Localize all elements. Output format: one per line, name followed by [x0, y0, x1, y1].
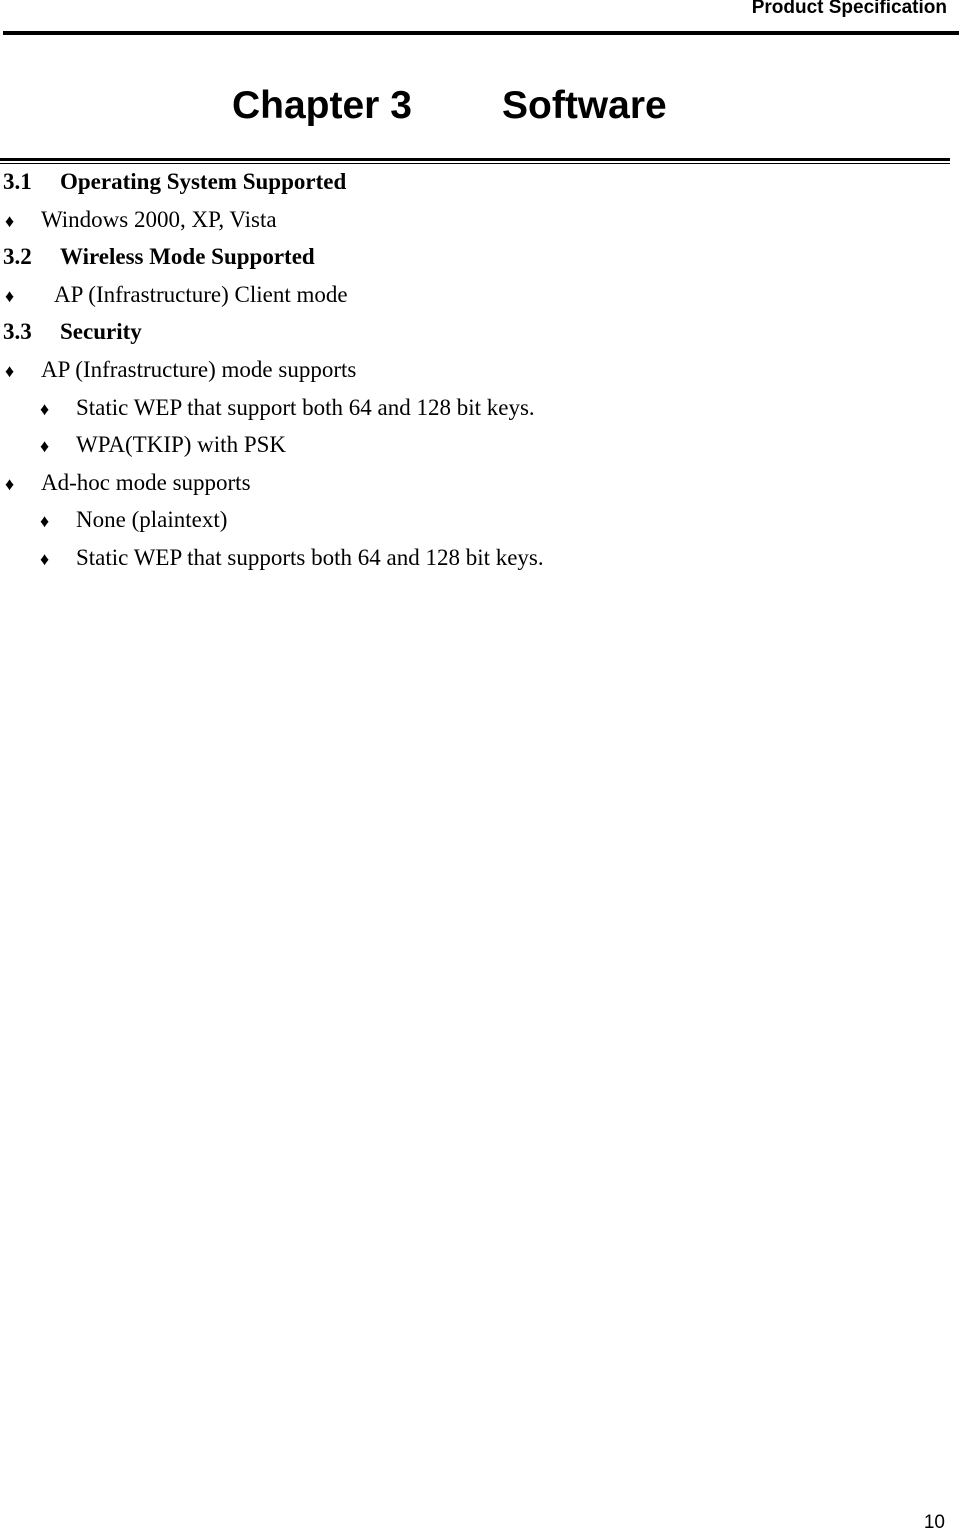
diamond-bullet-icon: ♦	[5, 361, 15, 381]
header-divider	[3, 31, 959, 35]
list-item-ap-supports: AP (Infrastructure) mode supports	[41, 357, 357, 382]
list-item-ap-wpa: WPA(TKIP) with PSK	[76, 432, 287, 457]
diamond-bullet-icon: ♦	[5, 286, 15, 306]
diamond-bullet-icon: ♦	[40, 511, 50, 531]
header-title: Product Specification	[751, 0, 947, 18]
list-item-adhoc-wep: Static WEP that supports both 64 and 128 bit keys.	[76, 545, 544, 570]
section-title: Security	[60, 319, 142, 344]
section-number: 3.3	[3, 319, 32, 344]
page-number: 10	[923, 1512, 945, 1533]
chapter-heading	[232, 84, 667, 128]
diamond-bullet-icon: ♦	[40, 399, 50, 419]
diamond-bullet-icon: ♦	[5, 211, 15, 231]
section-number: 3.1	[3, 169, 32, 194]
chapter-number: Chapter 3	[232, 84, 412, 127]
list-item-adhoc-supports: Ad-hoc mode supports	[41, 470, 251, 495]
chapter-divider-thick	[0, 158, 950, 161]
list-item-adhoc-none: None (plaintext)	[76, 507, 228, 532]
section-heading-3-1	[3, 169, 346, 195]
section-title: Operating System Supported	[60, 169, 347, 194]
diamond-bullet-icon: ♦	[40, 436, 50, 456]
chapter-divider-thin	[0, 163, 950, 164]
diamond-bullet-icon: ♦	[5, 474, 15, 494]
diamond-bullet-icon: ♦	[40, 549, 50, 569]
chapter-title: Software	[502, 84, 667, 127]
section-heading-3-3	[3, 319, 142, 345]
list-item-ap-wep: Static WEP that support both 64 and 128 bit keys.	[76, 395, 535, 420]
section-number: 3.2	[3, 244, 32, 269]
list-item-mode: AP (Infrastructure) Client mode	[54, 282, 348, 307]
section-title: Wireless Mode Supported	[60, 244, 315, 269]
section-heading-3-2	[3, 244, 315, 270]
list-item-os: Windows 2000, XP, Vista	[41, 207, 277, 232]
